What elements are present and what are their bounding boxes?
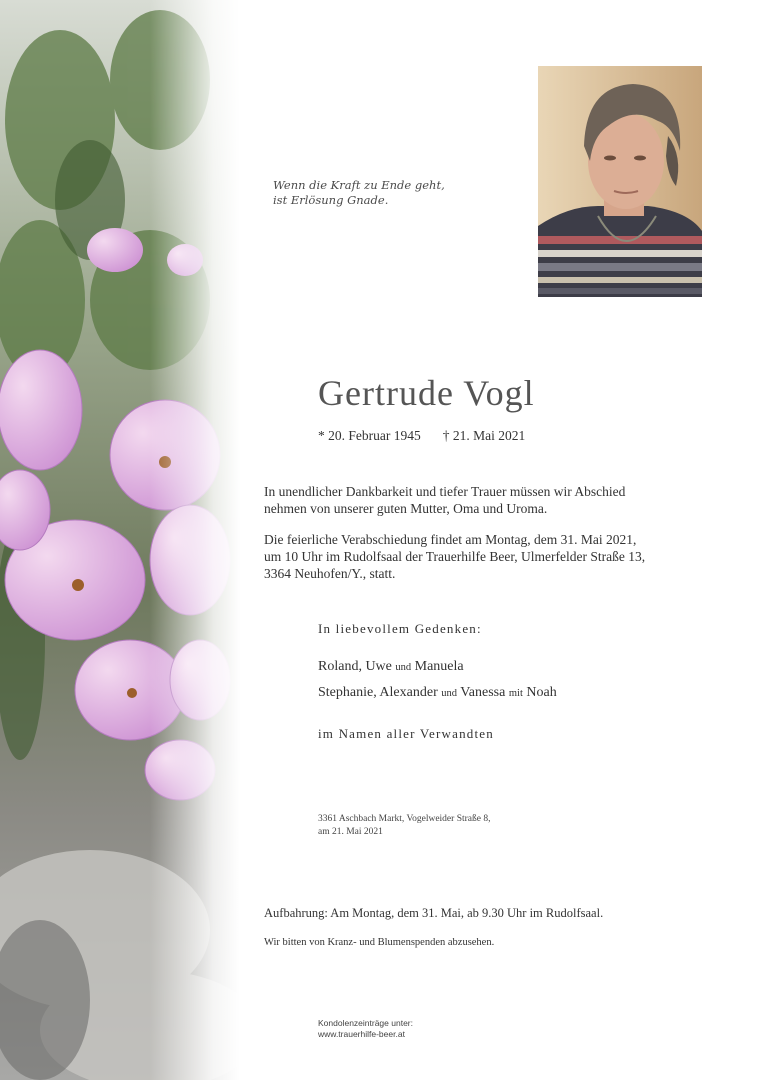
- family-names-1: Roland, Uwe: [318, 659, 392, 674]
- condolence-info: [318, 1018, 413, 1040]
- family-row-2: [318, 685, 557, 701]
- family-names-2: Manuela: [414, 659, 464, 674]
- death-date: † 21. Mai 2021: [442, 428, 526, 443]
- life-dates: [318, 428, 547, 444]
- quote: [273, 178, 493, 208]
- flower-request-line: Wir bitten von Kranz- und Blumenspenden abzusehen.: [264, 937, 495, 948]
- family-names-5: Noah: [526, 685, 557, 700]
- deceased-name: Gertrude Vogl: [318, 373, 535, 413]
- remembrance-heading: In liebevollem Gedenken:: [318, 621, 482, 636]
- portrait-photo: [538, 66, 702, 297]
- family-row-1: [318, 659, 464, 675]
- conjunction-mit: mit: [508, 688, 523, 699]
- condolence-label: Kondolenzeinträge unter:: [318, 1018, 413, 1028]
- condolence-url[interactable]: www.trauerhilfe-beer.at: [318, 1029, 405, 1039]
- conjunction-und: und: [441, 688, 457, 699]
- address-line-2: am 21. Mai 2021: [318, 827, 383, 837]
- aufbahrung-line: Aufbahrung: Am Montag, dem 31. Mai, ab 9.30 Uhr im Rudolfsaal.: [264, 906, 604, 920]
- quote-line-2: ist Erlösung Gnade.: [273, 193, 389, 207]
- family-names-4: Vanessa: [460, 685, 506, 700]
- ceremony-line-1: Die feierliche Verabschiedung findet am Montag, dem 31. Mai 2021,: [264, 532, 637, 547]
- birth-date: * 20. Februar 1945: [318, 428, 421, 443]
- address-block: [318, 813, 490, 839]
- announcement-line-2: nehmen von unserer guten Mutter, Oma und Uroma.: [264, 501, 548, 516]
- quote-line-1: Wenn die Kraft zu Ende geht,: [273, 178, 445, 192]
- address-line-1: 3361 Aschbach Markt, Vogelweider Straße 8,: [318, 814, 491, 824]
- ceremony-line-2: um 10 Uhr im Rudolfsaal der Trauerhilfe Beer, Ulmerfelder Straße 13,: [264, 549, 646, 564]
- conjunction-und: und: [395, 662, 412, 673]
- announcement-line-1: In unendlicher Dankbarkeit und tiefer Trauer müssen wir Abschied: [264, 484, 626, 499]
- family-names-3: Stephanie, Alexander: [318, 685, 438, 700]
- ceremony-line-3: 3364 Neuhofen/Y., statt.: [264, 566, 396, 581]
- relatives-line: im Namen aller Verwandten: [318, 726, 494, 741]
- announcement-text: [264, 483, 625, 517]
- ceremony-text: [264, 531, 645, 582]
- flower-photo: [0, 0, 240, 1080]
